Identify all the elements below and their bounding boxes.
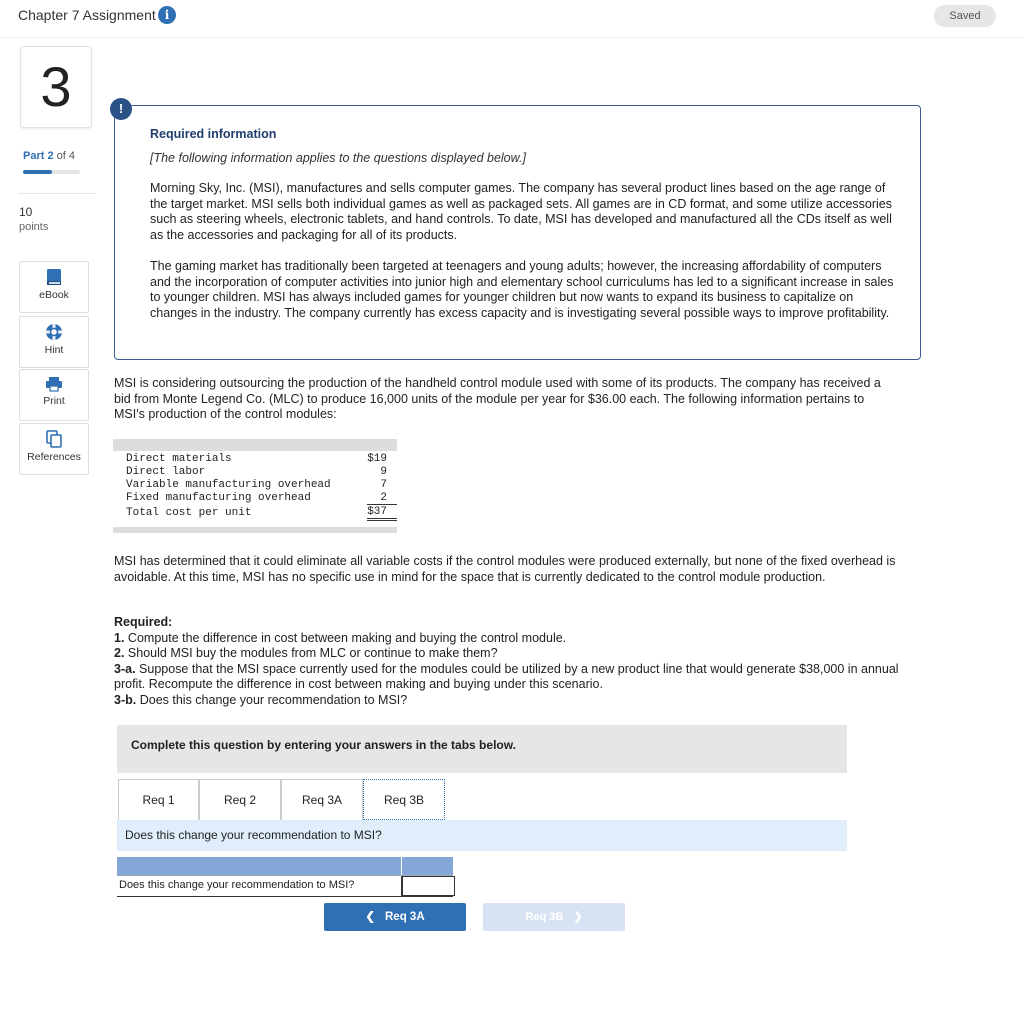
requirement-item: 3-a. Suppose that the MSI space currently used for the modules could be utilized by a new product line that would generate $38,000 in annual profit. Recompute the difference in cost between making and buying under this scenario. (114, 661, 899, 691)
copy-icon (46, 430, 62, 448)
answer-row-label: Does this change your recommendation to MSI? (119, 879, 355, 891)
prev-req-3a-button[interactable] (324, 903, 466, 931)
info-paragraph-2: The gaming market has traditionally been targeted at teenagers and young adults; however, the increasing affordability of computers and the incorporation of computer activities into junior high and elementary school curriculums has led to a significant increase in sales to younger children. MSI has always included games for younger children but now wants to expand its business to capitalize on changes in the industry. The company currently has excess capacity and is investigating several possible ways to improve profitability. (150, 259, 894, 320)
info-paragraph-1: Morning Sky, Inc. (MSI), manufactures and sells computer games. The company has several product lines based on the age range of the target market. MSI sells both individual games as well as packaged sets. All games are in CD format, and some utilize accessories such as steering wheels, electronic tablets, and hand controls. To date, MSI has developed and manufactured all the CDs itself as well as the accessories and packaging for all of its products. (150, 181, 893, 242)
book-icon (46, 268, 62, 286)
hint-button[interactable] (19, 316, 89, 368)
part-prefix: Part (23, 150, 45, 162)
chevron-right-icon: ❯ (573, 911, 583, 923)
print-label: Print (43, 395, 65, 407)
cost-row-value: 2 (380, 492, 387, 504)
saved-status-badge: Saved (934, 5, 996, 27)
next-req-3b-button[interactable] (483, 903, 625, 931)
tab-question-text: Does this change your recommendation to MSI? (125, 828, 382, 842)
tab-req-3b-active[interactable]: Req 3B (363, 779, 445, 820)
question-number: 3 (20, 46, 92, 128)
points-label: points (19, 221, 49, 233)
part-separator: of (56, 150, 66, 162)
references-label: References (27, 451, 81, 463)
part-indicator (23, 150, 75, 162)
required-information-title: Required information (150, 127, 277, 141)
assignment-title: Chapter 7 Assignment (18, 7, 156, 23)
cost-table-bottom-band (113, 527, 397, 533)
cost-row-label: Fixed manufacturing overhead (126, 492, 311, 504)
printer-icon (45, 376, 63, 392)
prev-button-label: Req 3A (385, 911, 425, 923)
part-current: 2 (47, 150, 54, 162)
header-divider (0, 37, 1024, 38)
print-button[interactable] (19, 369, 89, 421)
info-icon[interactable]: i (158, 6, 176, 24)
cost-row-value: 7 (380, 479, 387, 491)
cost-row-value: 9 (380, 466, 387, 478)
points-value: 10 (19, 205, 33, 219)
tabs-instruction-text: Complete this question by entering your answers in the tabs below. (131, 738, 516, 752)
cost-row-label: Variable manufacturing overhead (126, 479, 331, 491)
part-progress-fill (23, 170, 52, 174)
answer-table-header (402, 857, 453, 875)
references-button[interactable] (19, 423, 89, 475)
lifebuoy-icon (45, 323, 63, 341)
total-double-rule (367, 520, 397, 521)
cost-row-label: Direct labor (126, 466, 206, 478)
requirement-item: 1. Compute the difference in cost between making and buying the control module. (114, 630, 567, 645)
cost-row-value: $19 (367, 453, 387, 465)
requirement-item: 2. Should MSI buy the modules from MLC or continue to make them? (114, 646, 498, 660)
tab-req-2[interactable]: Req 2 (199, 779, 281, 820)
total-double-rule (367, 518, 397, 519)
next-button-label: Req 3B (525, 911, 564, 923)
required-heading: Required: (114, 615, 173, 629)
total-rule (367, 504, 397, 505)
alert-icon: ! (110, 98, 132, 120)
tab-req-1[interactable]: Req 1 (118, 779, 199, 820)
requirements-block (114, 615, 914, 708)
cost-total-value: $37 (367, 506, 387, 518)
ebook-button[interactable] (19, 261, 89, 313)
tab-req-3a[interactable]: Req 3A (281, 779, 363, 820)
question-after-table: MSI has determined that it could eliminate all variable costs if the control modules were produced externally, but none of the fixed overhead is avoidable. At this time, MSI has no specific use in mind for the space that is currently dedicated to the control module production. (114, 554, 896, 584)
hint-label: Hint (44, 344, 64, 356)
requirement-item: 3-b. Does this change your recommendation to MSI? (114, 692, 408, 707)
recommendation-answer-dropdown[interactable] (401, 876, 455, 896)
question-intro: MSI is considering outsourcing the production of the handheld control module used with some of its products. The company has received a bid from Monte Legend Co. (MLC) to produce 16,000 units of the module per year for $36.00 each. The following information pertains to MSI's production of the control modules: (114, 376, 881, 421)
ebook-label: eBook (39, 289, 69, 301)
cost-row-label: Direct materials (126, 453, 232, 465)
part-total: 4 (68, 150, 76, 162)
cost-total-label: Total cost per unit (126, 507, 252, 519)
required-information-subtitle: [The following information applies to the questions displayed below.] (150, 151, 526, 165)
answer-table-header (117, 857, 401, 875)
chevron-left-icon: ❮ (365, 911, 375, 923)
cost-table-top-band (113, 439, 397, 451)
rail-divider (18, 193, 96, 194)
